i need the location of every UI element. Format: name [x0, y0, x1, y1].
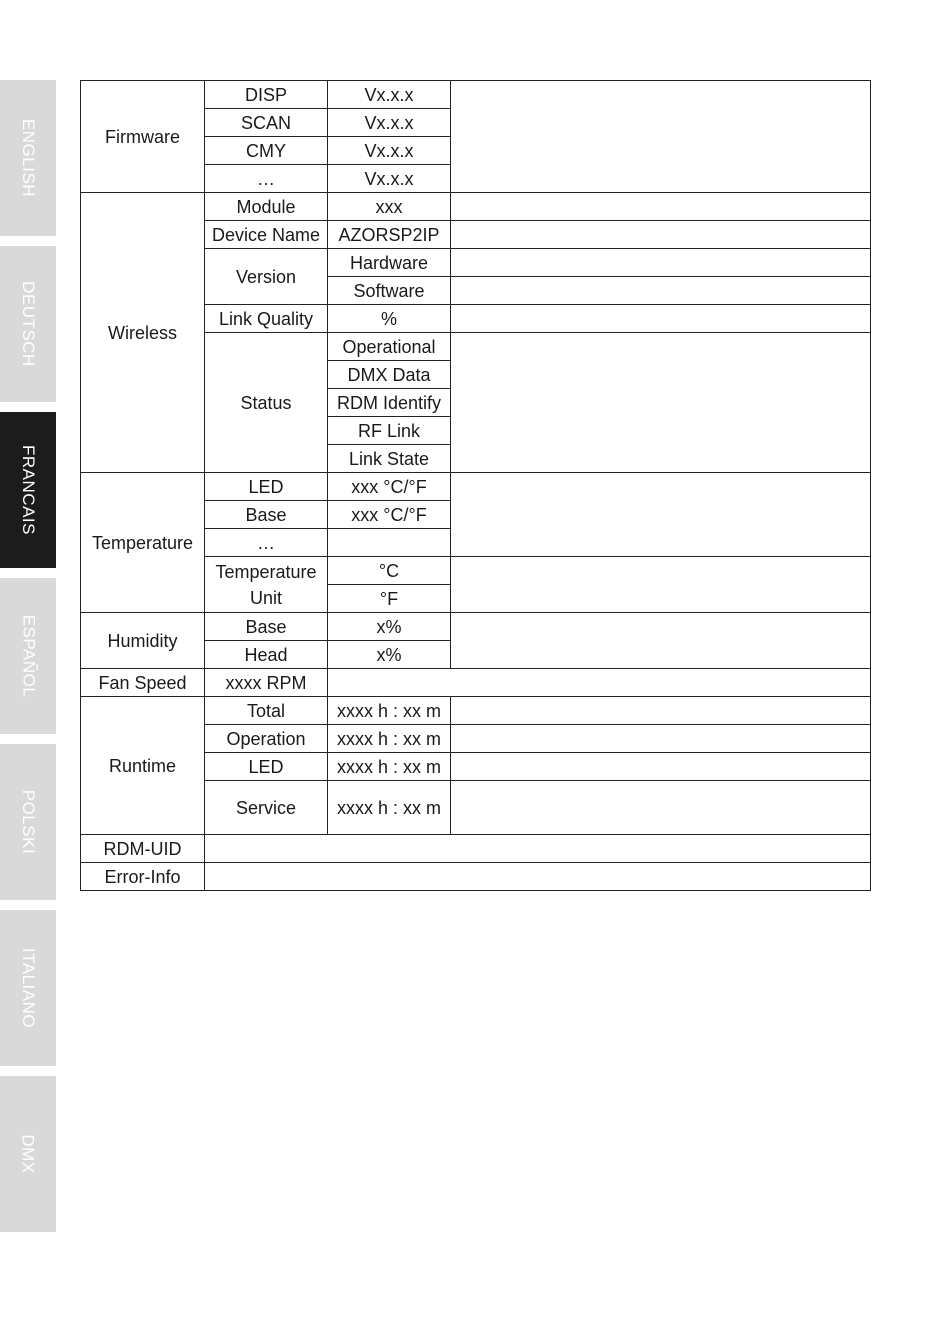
wireless-link-quality-blank [451, 305, 871, 333]
error-info-label: Error-Info [81, 863, 205, 891]
table-row [81, 473, 871, 501]
table-row [81, 81, 871, 109]
wireless-device-name-value: AZORSP2IP [328, 221, 451, 249]
tab-label: FRANCAIS [19, 445, 38, 535]
runtime-item-value: xxxx h : xx m [328, 697, 451, 725]
runtime-blank [451, 781, 871, 835]
wireless-status-label: Status [205, 333, 328, 473]
runtime-blank [451, 725, 871, 753]
table-row [81, 193, 871, 221]
tab-label: DMX [19, 1134, 38, 1174]
runtime-item-name: Operation [205, 725, 328, 753]
tab-italiano[interactable] [0, 910, 56, 1066]
fan-speed-blank [328, 669, 871, 697]
temperature-unit-fahrenheit: °F [328, 585, 451, 613]
wireless-device-name-label: Device Name [205, 221, 328, 249]
firmware-item-name: CMY [205, 137, 328, 165]
firmware-blank [451, 81, 871, 193]
runtime-item-name: LED [205, 753, 328, 781]
wireless-version-hardware: Hardware [328, 249, 451, 277]
wireless-module-blank [451, 193, 871, 221]
fan-speed-value: xxxx RPM [205, 669, 328, 697]
temperature-unit-label: Temperature Unit [205, 557, 328, 613]
wireless-version-software: Software [328, 277, 451, 305]
wireless-status-item: RDM Identify [328, 389, 451, 417]
temperature-label: Temperature [81, 473, 205, 613]
tab-label: POLSKI [19, 789, 39, 855]
firmware-item-name: SCAN [205, 109, 328, 137]
temperature-blank [451, 473, 871, 557]
table-row [81, 613, 871, 641]
wireless-device-name-blank [451, 221, 871, 249]
tab-english[interactable] [0, 80, 56, 236]
humidity-head-name: Head [205, 641, 328, 669]
table-row [81, 669, 871, 697]
firmware-item-value: Vx.x.x [328, 109, 451, 137]
tab-deutsch[interactable] [0, 246, 56, 402]
firmware-label: Firmware [81, 81, 205, 193]
table-row [81, 835, 871, 863]
humidity-base-name: Base [205, 613, 328, 641]
runtime-item-name: Total [205, 697, 328, 725]
tab-polski[interactable] [0, 744, 56, 900]
tab-dmx[interactable] [0, 1076, 56, 1232]
status-info-table [80, 80, 871, 891]
humidity-label: Humidity [81, 613, 205, 669]
tab-label: ITALIANO [19, 947, 39, 1029]
rdm-uid-label: RDM-UID [81, 835, 205, 863]
tab-label: ENGLISH [19, 118, 39, 198]
wireless-link-quality-label: Link Quality [205, 305, 328, 333]
wireless-status-item: Link State [328, 445, 451, 473]
temperature-base-value: xxx °C/°F [328, 501, 451, 529]
rdm-uid-blank [205, 835, 871, 863]
humidity-base-value: x% [328, 613, 451, 641]
temperature-led-name: LED [205, 473, 328, 501]
wireless-status-item: DMX Data [328, 361, 451, 389]
fan-speed-label: Fan Speed [81, 669, 205, 697]
temperature-more-value [328, 529, 451, 557]
tab-espanol[interactable] [0, 578, 56, 734]
runtime-item-value: xxxx h : xx m [328, 781, 451, 835]
runtime-item-name: Service [205, 781, 328, 835]
tab-label: DEUTSCH [19, 281, 39, 367]
temperature-unit-celsius: °C [328, 557, 451, 585]
tab-francais[interactable] [0, 412, 56, 568]
table-row [81, 697, 871, 725]
temperature-base-name: Base [205, 501, 328, 529]
error-info-blank [205, 863, 871, 891]
runtime-blank [451, 753, 871, 781]
wireless-version-label: Version [205, 249, 328, 305]
firmware-item-value: Vx.x.x [328, 137, 451, 165]
runtime-item-value: xxxx h : xx m [328, 753, 451, 781]
runtime-label: Runtime [81, 697, 205, 835]
humidity-blank [451, 613, 871, 669]
runtime-blank [451, 697, 871, 725]
temperature-unit-blank [451, 557, 871, 613]
wireless-status-item: RF Link [328, 417, 451, 445]
temperature-more-name: … [205, 529, 328, 557]
firmware-item-name: DISP [205, 81, 328, 109]
wireless-software-blank [451, 277, 871, 305]
firmware-item-value: Vx.x.x [328, 165, 451, 193]
humidity-head-value: x% [328, 641, 451, 669]
wireless-label: Wireless [81, 193, 205, 473]
wireless-status-blank [451, 333, 871, 473]
wireless-status-item: Operational [328, 333, 451, 361]
tab-label: ESPAÑOL [19, 614, 38, 698]
wireless-link-quality-value: % [328, 305, 451, 333]
table-row [81, 863, 871, 891]
runtime-item-value: xxxx h : xx m [328, 725, 451, 753]
wireless-module-value: xxx [328, 193, 451, 221]
firmware-item-name: … [205, 165, 328, 193]
wireless-hardware-blank [451, 249, 871, 277]
wireless-module-name: Module [205, 193, 328, 221]
firmware-item-value: Vx.x.x [328, 81, 451, 109]
temperature-led-value: xxx °C/°F [328, 473, 451, 501]
